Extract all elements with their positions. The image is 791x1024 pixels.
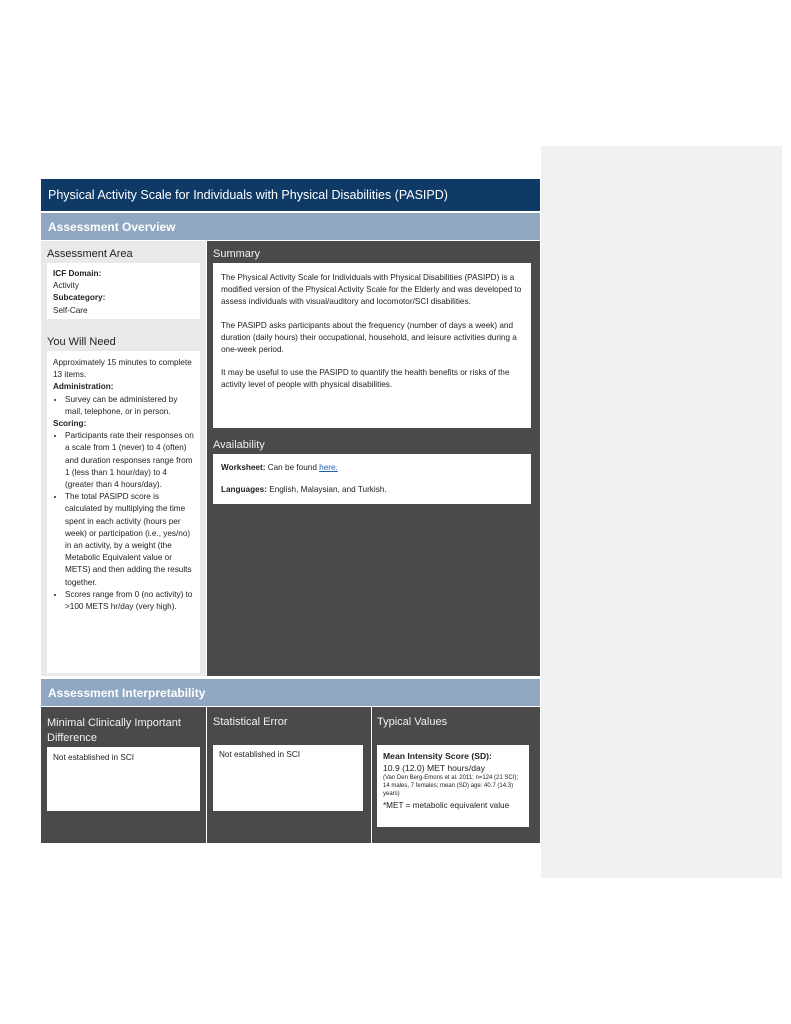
comment-margin-panel: [541, 146, 782, 878]
list-item: • Scores range from 0 (no activity) to >100 METS hr/day (very high).: [65, 589, 194, 613]
met-note: *MET = metabolic equivalent value: [383, 801, 510, 811]
scoring-label: Scoring:: [53, 419, 87, 429]
you-will-need-heading: You Will Need: [47, 336, 116, 348]
availability-heading: Availability: [213, 439, 265, 451]
summary-paragraph-1: The Physical Activity Scale for Individuals with Physical Disabilities (PASIPD) is a modified version of the Physical Activity Scale for the Elderly and was developed to assess individuals with visual/auditory and locomotor/SCI disabilities.: [221, 273, 522, 307]
summary-paragraph-3: It may be useful to use the PASIPD to quantify the health benefits or risks of the activity level of people with physical disabilities.: [221, 368, 510, 390]
citation-text: (Van Den Berg-Emons et al. 2011; n=124 (21 SCI); 14 males, 7 females; mean (SD) age: 40.7 (14.3) years): [383, 775, 519, 798]
mcid-box: [47, 747, 200, 811]
languages-text: English, Malaysian, and Turkish.: [269, 485, 387, 495]
time-text: Approximately 15 minutes to complete 13 items.: [53, 358, 192, 380]
list-item: • Participants rate their responses on a scale from 1 (never) to 4 (often) and duration responses range from 1 (less than 1 hour/day) to 4 (greater than 4 hours/day).: [65, 430, 194, 491]
assessment-overview-header: Assessment Overview: [41, 212, 540, 240]
icf-domain-label: ICF Domain:: [53, 269, 102, 278]
statistical-error-box: [213, 745, 363, 811]
assessment-interpretability-header: Assessment Interpretability: [41, 678, 540, 706]
scoring-list: [53, 430, 194, 613]
languages-label: Languages:: [221, 485, 267, 495]
worksheet-link[interactable]: here.: [319, 463, 338, 472]
statistical-error-text: Not established in SCI: [219, 750, 301, 759]
document-title: Physical Activity Scale for Individuals with Physical Disabilities (PASIPD): [41, 179, 540, 211]
worksheet-label: Worksheet:: [221, 463, 266, 472]
you-will-need-box: [47, 351, 200, 673]
statistical-error-heading: Statistical Error: [213, 716, 288, 728]
subcategory-value: Self-Care: [53, 305, 88, 315]
mean-intensity-value: 10.9 (12.0) MET hours/day: [383, 763, 486, 774]
column-divider: [371, 707, 372, 843]
summary-paragraph-2: The PASIPD asks participants about the frequency (number of days a week) and duration (daily hours) their occupational, household, and leisure activities during a one-week period.: [221, 320, 517, 355]
mean-intensity-label: Mean Intensity Score (SD):: [383, 751, 492, 761]
typical-values-box: [377, 745, 529, 827]
summary-box: [213, 263, 531, 428]
mcid-text: Not established in SCI: [53, 753, 135, 762]
column-divider: [206, 707, 207, 843]
typical-values-heading: Typical Values: [377, 716, 448, 728]
list-item: • The total PASIPD score is calculated by multiplying the time spent in each activity (hours per week) or participation (i.e., yes/no) in an activity, by a weight (the Metabolic Equivalent value or METS) and then adding the results together.: [65, 491, 194, 589]
assessment-area-heading: Assessment Area: [47, 248, 133, 260]
summary-heading: Summary: [213, 248, 261, 260]
list-item: • Survey can be administered by mail, telephone, or in person.: [65, 394, 194, 418]
administration-label: Administration:: [53, 382, 114, 392]
worksheet-text: Can be found: [267, 463, 317, 472]
availability-box: [213, 454, 531, 504]
administration-list: [53, 394, 194, 418]
icf-domain-value: Activity: [53, 281, 79, 291]
mcid-heading: Minimal Clinically Important Difference: [47, 717, 181, 744]
subcategory-label: Subcategory:: [53, 293, 106, 303]
assessment-area-box: [47, 263, 200, 319]
